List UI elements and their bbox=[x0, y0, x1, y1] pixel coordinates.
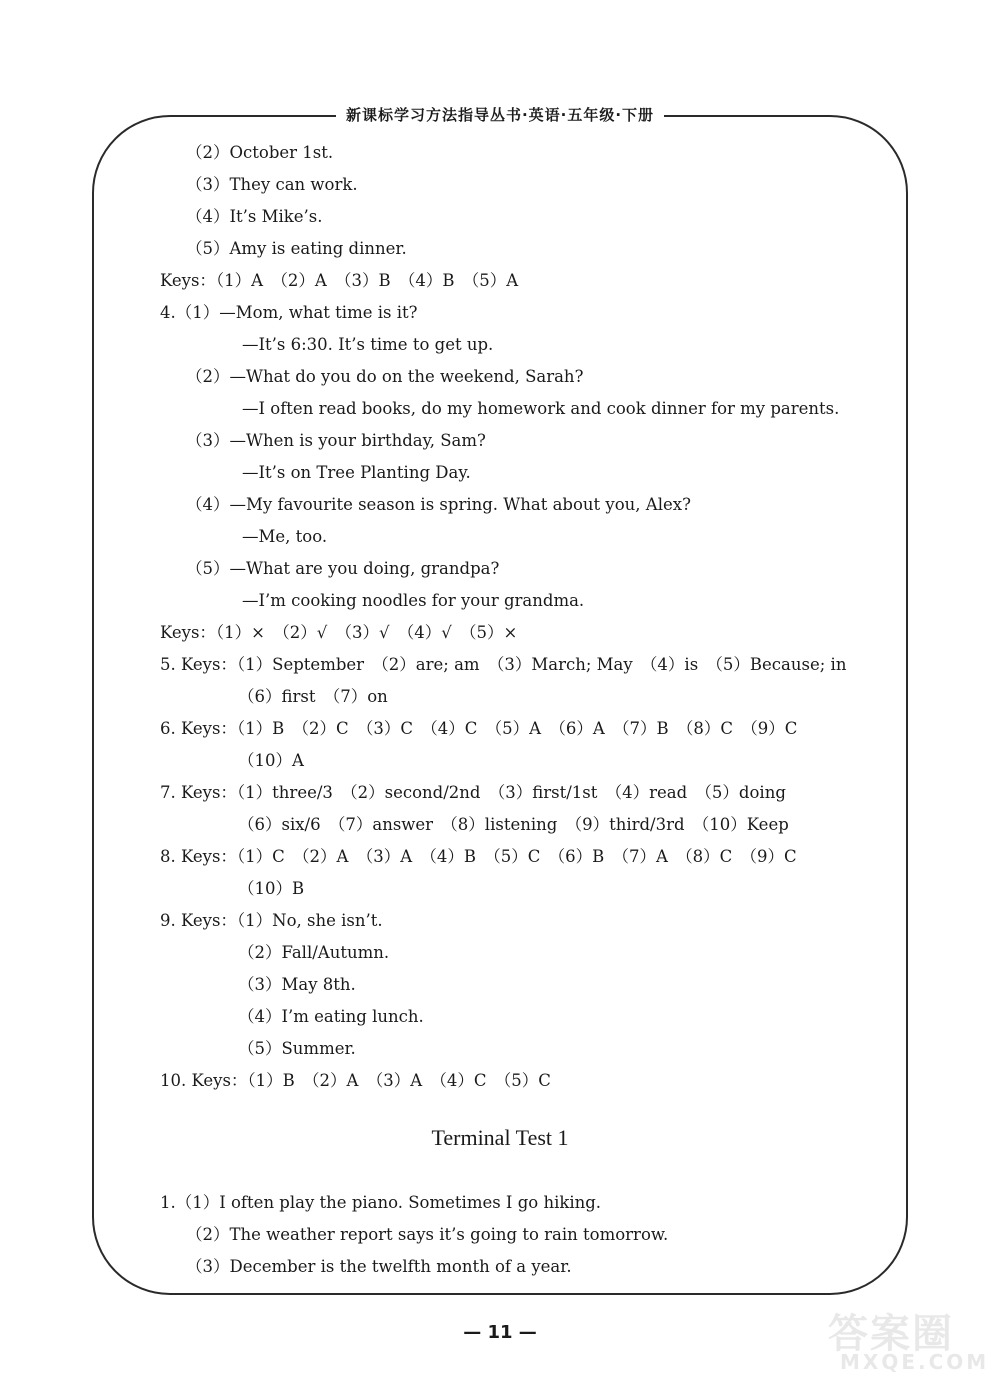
keys-line: 7. Keys：（1）three/3 （2）second/2nd （3）first/1st （4）read （5）doing bbox=[160, 783, 786, 802]
keys-line: 9. Keys：（1）No, she isn’t. bbox=[160, 911, 383, 930]
dialogue-line: —Me, too. bbox=[242, 527, 328, 546]
keys-continuation: （4）I’m eating lunch. bbox=[238, 1007, 424, 1026]
dialogue-line: —I often read books, do my homework and cook dinner for my parents. bbox=[242, 399, 840, 418]
page-number: — 11 — bbox=[463, 1322, 537, 1343]
answer-line: （4）It’s Mike’s. bbox=[186, 207, 323, 226]
section-title: Terminal Test 1 bbox=[431, 1125, 569, 1150]
dialogue-line: —It’s on Tree Planting Day. bbox=[242, 463, 471, 482]
keys-continuation: （6）six/6 （7）answer （8）listening （9）third/3rd （10）Keep bbox=[238, 815, 789, 834]
keys-continuation: （6）first （7）on bbox=[238, 687, 388, 706]
keys-continuation: （5）Summer. bbox=[238, 1039, 356, 1058]
watermark-logo bbox=[828, 1300, 990, 1382]
dialogue-line: —I’m cooking noodles for your grandma. bbox=[242, 591, 585, 610]
question-line: （2）—What do you do on the weekend, Sarah? bbox=[186, 367, 584, 386]
keys-line: 10. Keys：（1）B （2）A （3）A （4）C （5）C bbox=[160, 1071, 551, 1090]
question-line: 4.（1）—Mom, what time is it? bbox=[160, 303, 418, 322]
question-line: （3）—When is your birthday, Sam? bbox=[186, 431, 486, 450]
keys-line: 6. Keys：（1）B （2）C （3）C （4）C （5）A （6）A （7）B （8）C （9）C bbox=[160, 719, 798, 738]
watermark-url: MXQE.COM bbox=[840, 1350, 990, 1374]
header-text: 新课标学习方法指导丛书·英语·五年级·下册 bbox=[336, 106, 664, 124]
answer-line: （3）They can work. bbox=[186, 175, 358, 194]
answer-line: （2）October 1st. bbox=[186, 143, 334, 162]
running-header bbox=[0, 104, 1000, 125]
keys-continuation: （2）Fall/Autumn. bbox=[238, 943, 390, 962]
keys-line: Keys：（1）A （2）A （3）B （4）B （5）A bbox=[160, 271, 519, 290]
watermark-text: 答案圈 bbox=[828, 1311, 954, 1357]
dialogue-line: —It’s 6:30. It’s time to get up. bbox=[242, 335, 494, 354]
keys-continuation: （10）B bbox=[238, 879, 305, 898]
question-line: （4）—My favourite season is spring. What about you, Alex? bbox=[186, 495, 691, 514]
keys-line: Keys：（1）× （2）√ （3）√ （4）√ （5）× bbox=[160, 623, 518, 642]
answer-line: （5）Amy is eating dinner. bbox=[186, 239, 407, 258]
keys-continuation: （10）A bbox=[238, 751, 304, 770]
keys-continuation: （3）May 8th. bbox=[238, 975, 356, 994]
question-line: （5）—What are you doing, grandpa? bbox=[186, 559, 500, 578]
answer-line: 1.（1）I often play the piano. Sometimes I go hiking. bbox=[160, 1193, 602, 1212]
page-border-frame bbox=[92, 115, 908, 1295]
answer-line: （3）December is the twelfth month of a year. bbox=[186, 1257, 572, 1276]
keys-line: 5. Keys：（1）September （2）are; am （3）March; May （4）is （5）Because; in bbox=[160, 655, 847, 674]
answer-line: （2）The weather report says it’s going to rain tomorrow. bbox=[186, 1225, 669, 1244]
keys-line: 8. Keys：（1）C （2）A （3）A （4）B （5）C （6）B （7）A （8）C （9）C bbox=[160, 847, 797, 866]
